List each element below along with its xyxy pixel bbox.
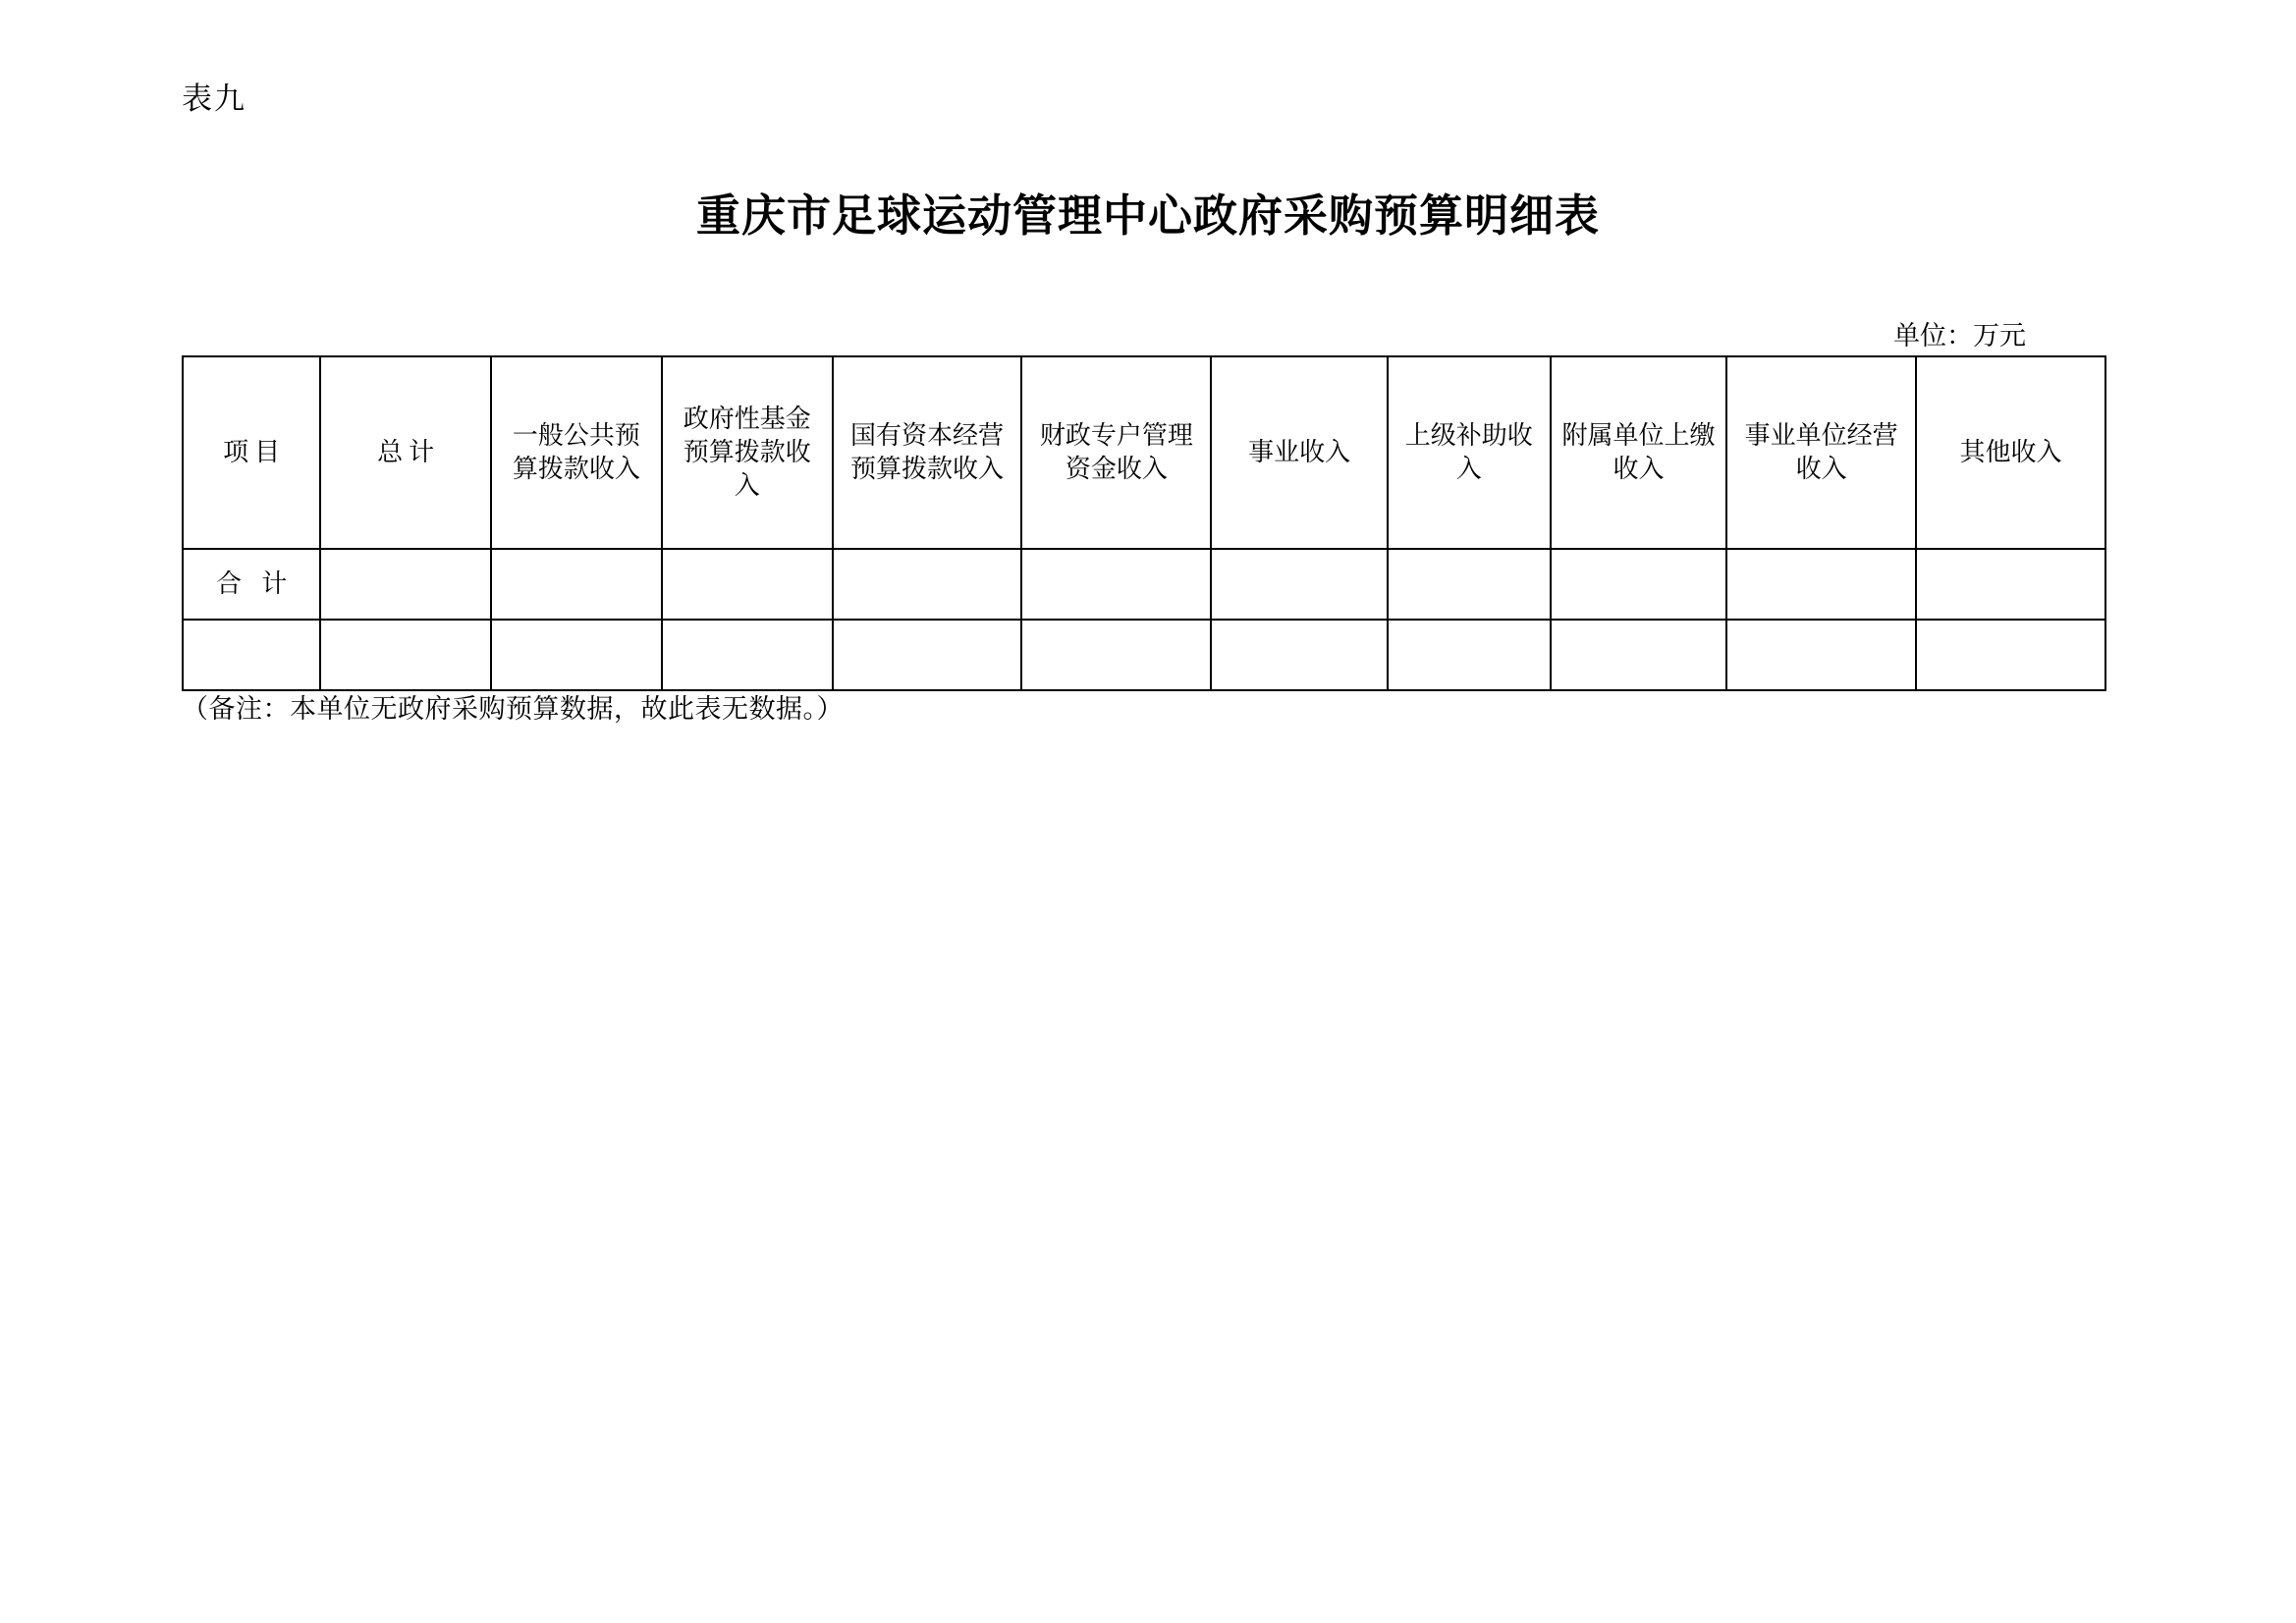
cell	[320, 549, 491, 620]
procurement-budget-table	[182, 355, 2106, 691]
cell	[491, 620, 662, 690]
column-header-other-income: 其他收入	[1916, 356, 2105, 549]
column-header-operating-income: 事业收入	[1211, 356, 1387, 549]
unit-note: 单位：万元	[1893, 321, 2026, 352]
column-header-state-capital-budget: 国有资本经营预算拨款收入	[833, 356, 1022, 549]
table-row	[183, 620, 2105, 690]
cell	[1916, 549, 2105, 620]
column-header-item: 项目	[183, 356, 320, 549]
column-header-government-fund-budget: 政府性基金预算拨款收入	[662, 356, 833, 549]
table-header-row	[183, 356, 2105, 549]
column-header-total: 总计	[320, 356, 491, 549]
table-row	[183, 549, 2105, 620]
cell	[1211, 620, 1387, 690]
cell	[1726, 620, 1916, 690]
column-header-institution-business-income: 事业单位经营收入	[1726, 356, 1916, 549]
cell	[1726, 549, 1916, 620]
column-header-superior-subsidy: 上级补助收入	[1388, 356, 1551, 549]
cell	[662, 549, 833, 620]
column-header-general-public-budget: 一般公共预算拨款收入	[491, 356, 662, 549]
row-label-empty	[183, 620, 320, 690]
cell	[1388, 620, 1551, 690]
cell	[833, 620, 1022, 690]
page-title: 重庆市足球运动管理中心政府采购预算明细表	[695, 189, 1600, 242]
cell	[1916, 620, 2105, 690]
cell	[1551, 620, 1726, 690]
cell	[491, 549, 662, 620]
column-header-fiscal-special-account: 财政专户管理资金收入	[1021, 356, 1211, 549]
column-header-subordinate-remittance: 附属单位上缴收入	[1551, 356, 1726, 549]
cell	[1211, 549, 1387, 620]
cell	[1388, 549, 1551, 620]
cell	[320, 620, 491, 690]
table-remark: （备注：本单位无政府采购预算数据，故此表无数据。）	[182, 694, 844, 725]
cell	[662, 620, 833, 690]
cell	[1021, 620, 1211, 690]
cell	[1551, 549, 1726, 620]
row-label-total: 合 计	[183, 549, 320, 620]
sheet-label: 表九	[182, 81, 246, 117]
cell	[833, 549, 1022, 620]
cell	[1021, 549, 1211, 620]
